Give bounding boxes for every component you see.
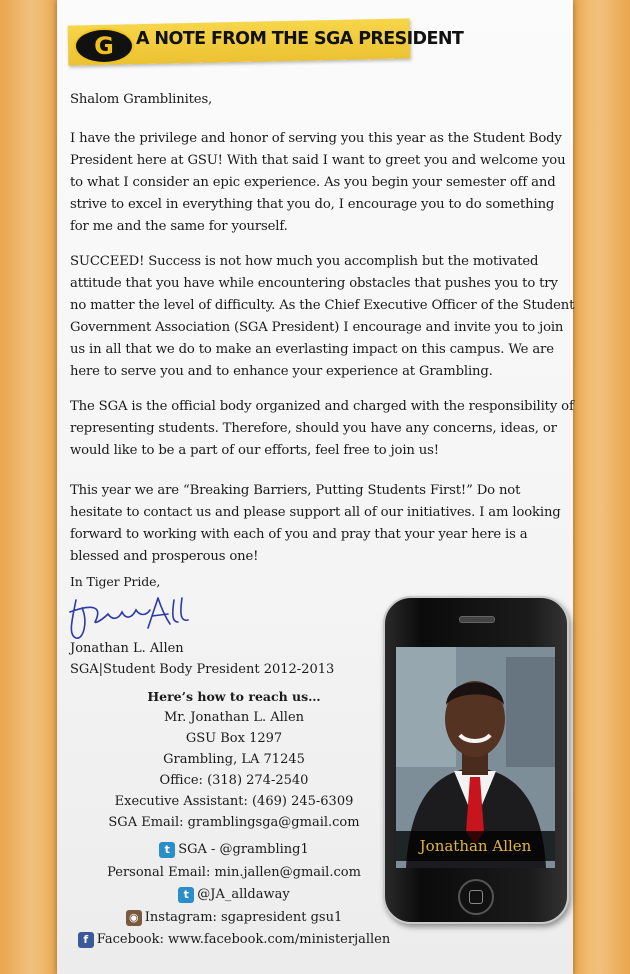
phone-mockup xyxy=(383,596,569,924)
personal-email[interactable]: Personal Email: min.jallen@gmail.com xyxy=(107,864,361,880)
phone-speaker xyxy=(459,616,495,623)
signer-block xyxy=(70,638,334,680)
letter-paragraph-4: This year we are “Breaking Barriers, Putting Students First!” Do not hesitate to contact us and please support all of our initiatives. I am looking forward to working with each of you and pray that your year here is a blessed and prosperous one! xyxy=(70,483,561,565)
twitter-sga-handle[interactable]: SGA - @grambling1 xyxy=(178,842,309,857)
phone-name-plate: Jonathan Allen xyxy=(396,831,555,861)
twitter-sga-line[interactable] xyxy=(60,839,408,862)
personal-email-line xyxy=(60,862,408,885)
facebook-icon: f xyxy=(78,932,94,948)
contact-city: Grambling, LA 71245 xyxy=(163,752,305,767)
page-title: A NOTE FROM THE SGA PRESIDENT xyxy=(136,29,464,49)
contact-block xyxy=(60,686,408,833)
facebook-url[interactable]: Facebook: www.facebook.com/ministerjallen xyxy=(96,932,391,947)
instagram-line[interactable] xyxy=(60,907,408,930)
twitter-personal-line[interactable] xyxy=(60,884,408,907)
handwritten-signature xyxy=(62,590,202,645)
letter-paragraph-3: The SGA is the official body organized and charged with the responsibility of representing students. Therefore, should you have any concerns, ideas, or would like to be a part of our efforts, feel free to join us! xyxy=(70,399,574,459)
grambling-g-logo: G xyxy=(74,28,134,64)
letter-paragraph-2: SUCCEED! Success is not how much you accomplish but the motivated attitude that you have while encountering obstacles that pushes you to try no matter the level of difficulty. As the Chief Executive Officer of the Student Government Association (SGA President) I encourage and invite you to join us in all that we do to make an everlasting impact on this campus. We are here to serve you and to enhance your experience at Grambling. xyxy=(70,254,575,380)
contact-box: GSU Box 1297 xyxy=(185,731,283,746)
instagram-icon: ◉ xyxy=(126,910,142,926)
instagram-handle[interactable]: Instagram: sgapresident gsu1 xyxy=(144,909,343,925)
social-block xyxy=(60,839,408,952)
letter-paragraph-1: I have the privilege and honor of serving you this year as the Student Body President here at GSU! With that said I want to greet you and welcome you to what I consider an epic experience. As you begin your semester off and strive to excel in everything that you do, I encourage you to do something for me and the same for yourself. xyxy=(70,131,566,235)
contact-name: Mr. Jonathan L. Allen xyxy=(163,710,305,725)
twitter-icon: t xyxy=(159,842,175,858)
twitter-icon: t xyxy=(178,887,194,903)
letter-greeting: Shalom Gramblinites, xyxy=(70,92,213,107)
signer-name: Jonathan L. Allen xyxy=(70,641,184,656)
contact-office-phone: Office: (318) 274-2540 xyxy=(159,773,309,788)
facebook-line[interactable] xyxy=(60,929,408,952)
contact-heading: Here’s how to reach us… xyxy=(147,689,321,704)
signer-title: SGA|Student Body President 2012-2013 xyxy=(70,662,335,677)
contact-assistant-phone: Executive Assistant: (469) 245-6309 xyxy=(114,794,354,809)
contact-sga-email[interactable]: SGA Email: gramblingsga@gmail.com xyxy=(108,815,360,830)
phone-home-button xyxy=(458,879,494,915)
phone-screen xyxy=(396,647,555,868)
letter-closing: In Tiger Pride, xyxy=(70,574,161,589)
twitter-personal-handle[interactable]: @JA_alldaway xyxy=(197,887,290,902)
